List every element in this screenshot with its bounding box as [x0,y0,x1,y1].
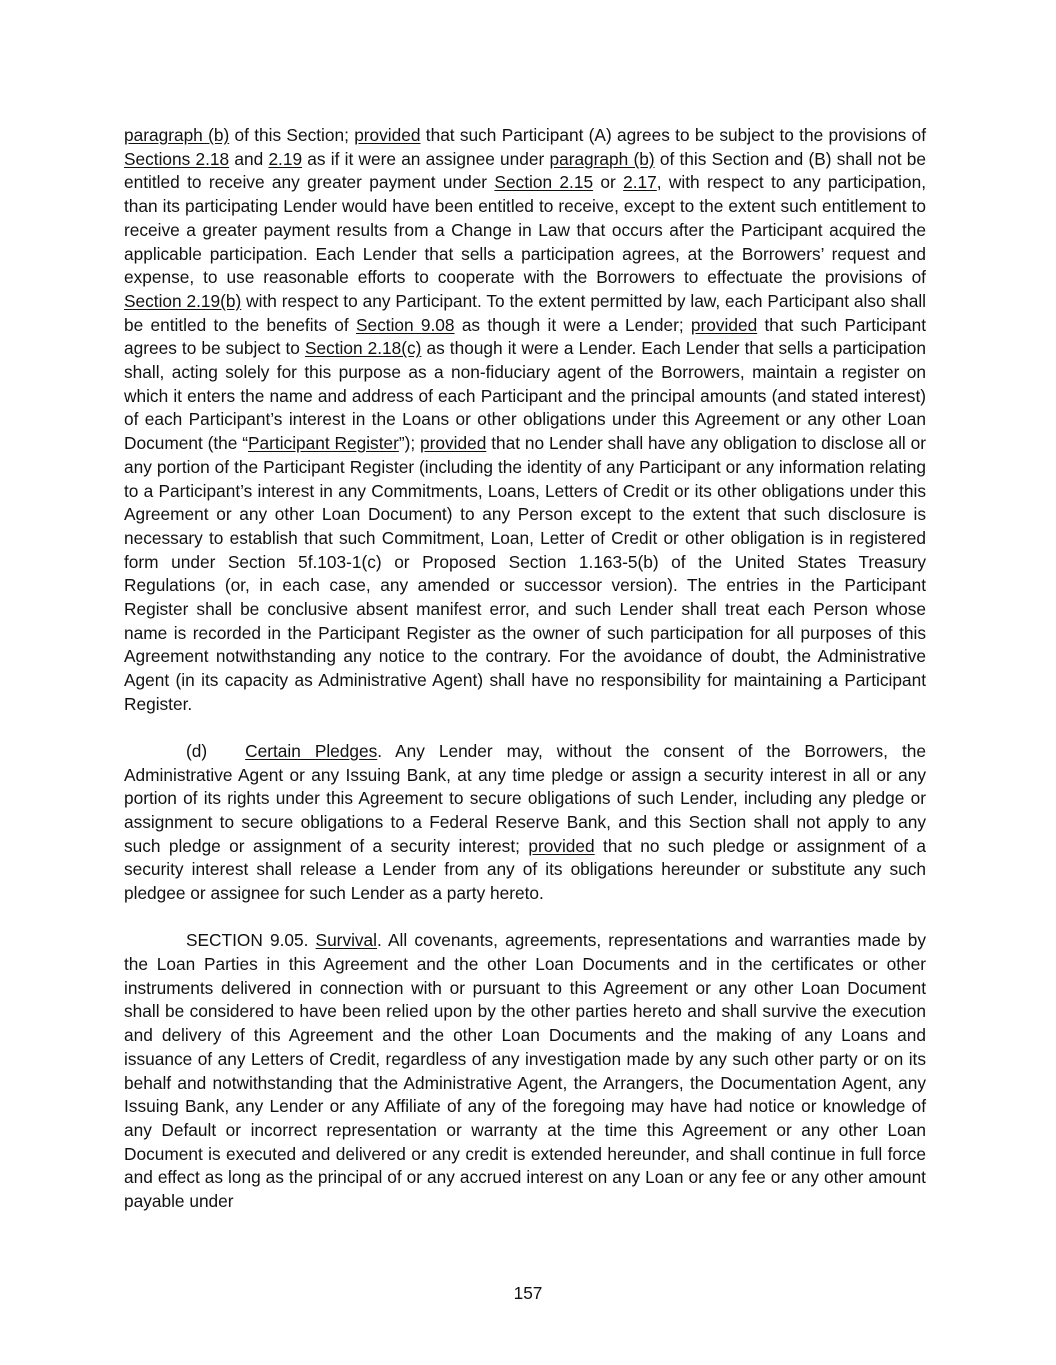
provided-term: provided [528,835,595,856]
body-text: that no such pledge or assignment of a security interest shall release a Lender from any of its obligations hereunder or substitute any such pledgee or assignee for such Lender as a party hereto. [124,835,926,904]
body-text: . All covenants, agreements, representations and warranties made by the Loan Parties in this Agreement and the other Loan Documents and in the certificates or other instruments delivered in connection with or pursuant to this Agreement or any other Loan Document shall be considered to have been relied upon by the other parties hereto and shall survive the execution and delivery of this Agreement and the other Loan Documents and the making of any Loans and issuance of any Letters of Credit, regardless of any investigation made by any such other party or on its behalf and notwithstanding that the Administrative Agent, the Arrangers, the Documentation Agent, any Issuing Bank, any Lender or any Affiliate of any of the foregoing may have had notice or knowledge of any Default or incorrect representation or warranty at the time this Agreement or any other Loan Document is executed and delivered or any credit is extended hereunder, and shall continue in full force and effect as long as the principal of or any accrued interest on any Loan or any fee or any other amount payable under [124,930,926,1212]
defined-term: Participant Register [248,433,399,454]
cross-reference: 2.17 [623,172,657,193]
cross-reference: Section 2.19(b) [124,290,242,311]
body-text: with respect to any Participant. To the extent permitted by law, each Participant also shall be entitled to the benefits of [124,290,926,335]
body-text: of this Section; [229,125,355,145]
body-text: or [593,172,624,193]
page-number: 157 [513,1283,543,1303]
body-text: and [229,148,269,169]
cross-reference: Section 2.15 [494,172,594,193]
body-text: that such Participant agrees to be subject to [124,314,927,359]
body-text: that such Participant (A) agrees to be subject to the provisions of [420,125,926,145]
certain-pledges-paragraph [124,740,926,906]
body-text: , with respect to any participation, than its participating Lender would have been entitled to receive, except to the extent such entitlement to receive a greater payment results from a Change in Law that occurs after the Participant acquired the applicable participation. Each Lender that sells a participation agrees, at the Borrowers’ request and expense, to use reasonable efforts to cooperate with the Borrowers to effectuate the provisions of [124,172,927,288]
section-number: SECTION 9.05. [186,930,316,951]
body-text: . Any Lender may, without the consent of the Borrowers, the Administrative Agent or any Issuing Bank, at any time pledge or assign a security interest in all or any portion of its rights under this Agreement to secure obligations of such Lender, including any pledge or assignment to secure obligations to a Federal Reserve Bank, and this Section shall not apply to any such pledge or assignment of a security interest; [124,740,926,856]
provided-term: provided [420,433,487,454]
body-text: of this Section and (B) shall not be entitled to receive any greater payment under [124,148,927,193]
body-text: as though it were a Lender. Each Lender that sells a participation shall, acting solely for this purpose as a non-fiduciary agent of the Borrowers, maintain a register on which it enters the name and address of each Participant and the principal amounts (and stated interest) of each Participant’s interest in the Loans or other obligations under this Agreement or any other Loan Document (the “ [124,338,926,454]
body-text: ”); [398,433,421,454]
survival-paragraph [124,929,926,1213]
section-heading: Survival [315,930,378,951]
cross-reference: paragraph (b) [549,148,655,169]
clause-heading: Certain Pledges [245,740,378,761]
cross-reference: paragraph (b) [124,125,230,145]
cross-reference: Section 2.18(c) [304,338,422,359]
body-text: that no Lender shall have any obligation to disclose all or any portion of the Participant Register (including the identity of any Participant or any information relating to a Participant’s interest in any Commitments, Loans, Letters of Credit or its other obligations under this Agreement or any other Loan Document) to any Person except to the extent that such disclosure is necessary to establish that such Commitment, Loan, Letter of Credit or other obligation is in registered form under Section 5f.103-1(c) or Proposed Section 1.163-5(b) of the United States Treasury Regulations (or, in each case, any amended or successor version). The entries in the Participant Register shall be conclusive absent manifest error, and such Lender shall treat each Person whose name is recorded in the Participant Register as the owner of such participation for all purposes of this Agreement notwithstanding any notice to the contrary. For the avoidance of doubt, the Administrative Agent (in its capacity as Administrative Agent) shall have no responsibility for maintaining a Participant Register. [124,433,926,714]
clause-label: (d) [186,740,208,761]
cross-reference: 2.19 [268,148,303,169]
body-text: as though it were a Lender; [454,314,691,335]
participant-paragraph [124,124,926,717]
provided-term: provided [690,314,758,335]
cross-reference: Sections 2.18 [124,148,230,169]
body-text: as if it were an assignee under [302,148,550,169]
cross-reference: Section 9.08 [355,314,455,335]
document-page [124,124,926,1214]
provided-term: provided [354,125,421,145]
